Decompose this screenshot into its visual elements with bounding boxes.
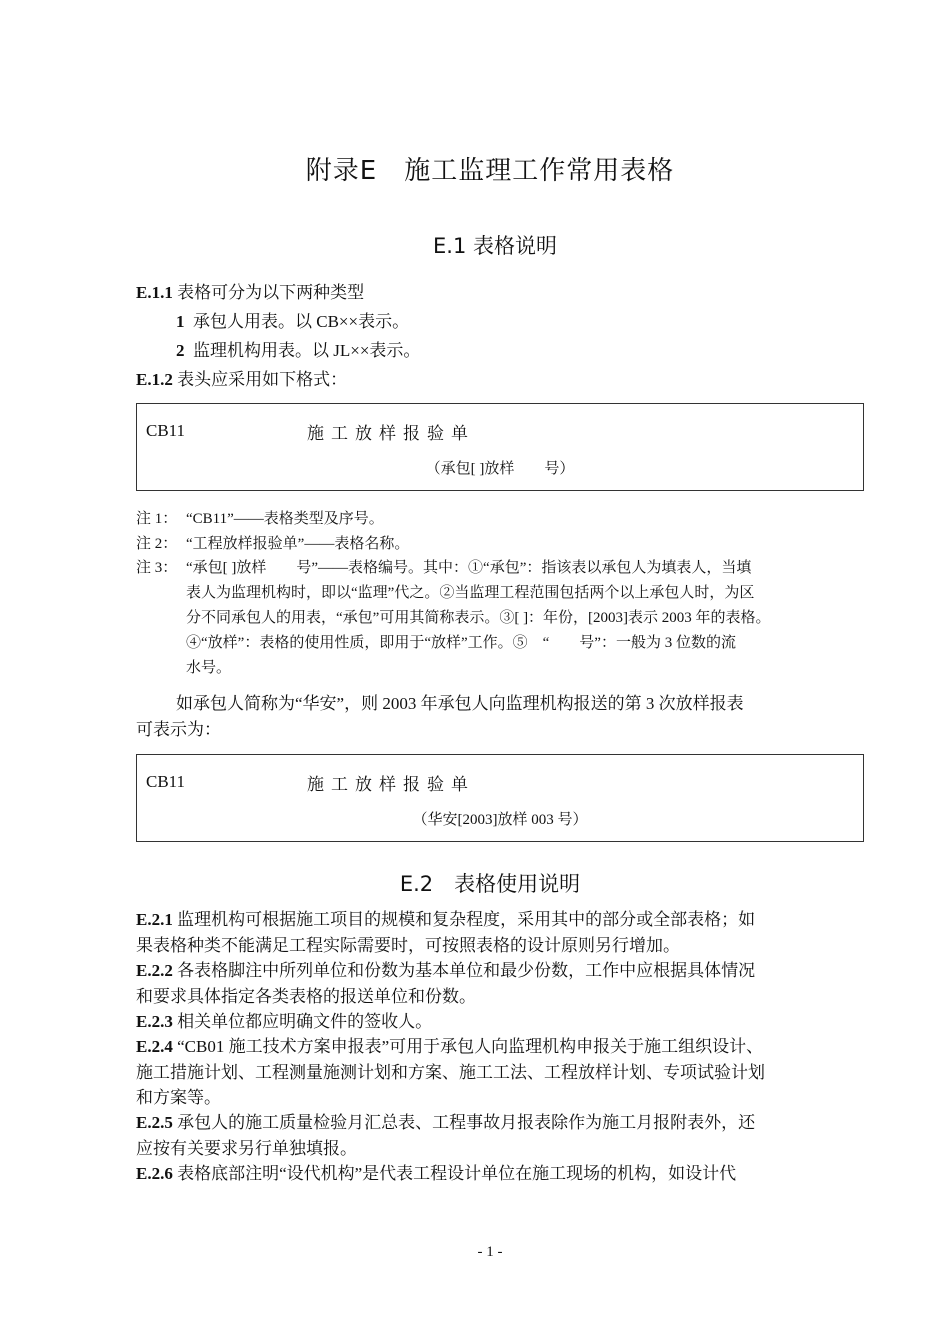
page-number: - 1 - xyxy=(477,1244,503,1260)
section-heading-e2: E.2 表格使用说明 xyxy=(399,872,581,896)
example-paragraph: 可表示为： xyxy=(136,720,221,739)
clause-number: E.2.2 xyxy=(136,961,173,980)
clause-number: E.2.5 xyxy=(136,1113,173,1132)
clause-text: 果表格种类不能满足工程实际需要时，可按照表格的设计原则另行增加。 xyxy=(136,936,680,955)
clause-e112 xyxy=(136,367,347,393)
clause-e224 xyxy=(136,1034,763,1060)
clause-text: 相关单位都应明确文件的签收人。 xyxy=(177,1012,433,1031)
list-item-2 xyxy=(176,338,420,364)
clause-text: 承包人的施工质量检验月汇总表、工程事故月报表除作为施工月报附表外，还 xyxy=(177,1113,756,1132)
clause-text: 应按有关要求另行单独填报。 xyxy=(136,1139,357,1158)
clause-text: “CB01 施工技术方案申报表”可用于承包人向监理机构申报关于施工组织设计、 xyxy=(177,1037,764,1056)
note-text: “CB11”——表格类型及序号。 xyxy=(186,511,384,527)
note-label: 注 2： xyxy=(136,536,178,552)
form-name: 施工放样报验单 xyxy=(307,775,475,795)
clause-number: E.2.3 xyxy=(136,1012,173,1031)
form-code: CB11 xyxy=(146,772,186,791)
clause-text: 表头应采用如下格式： xyxy=(177,370,348,389)
clause-e221 xyxy=(136,907,755,933)
form-number: （华安[2003]放样 003 号） xyxy=(412,812,588,828)
note-text: 水号。 xyxy=(186,660,232,676)
clause-number: E.2.1 xyxy=(136,910,173,929)
note-text: 表人为监理机构时，即以“监理”代之。②当监理工程范围包括两个以上承包人时，为区 xyxy=(186,585,755,601)
clause-text: 施工措施计划、工程测量施测计划和方案、施工工法、工程放样计划、专项试验计划 xyxy=(136,1063,765,1082)
clause-e226 xyxy=(136,1161,736,1187)
item-number: 2 xyxy=(176,341,185,360)
page-title: 附录E 施工监理工作常用表格 xyxy=(305,156,675,186)
item-text: 承包人用表。以 CB××表示。 xyxy=(193,312,410,331)
clause-e222 xyxy=(136,958,755,984)
note-text: 分不同承包人的用表，“承包”可用其简称表示。③[ ]：年份，[2003]表示 2003 年的表格。 xyxy=(186,610,771,626)
clause-text: 和方案等。 xyxy=(136,1088,221,1107)
clause-number: E.1.2 xyxy=(136,370,173,389)
clause-number: E.2.4 xyxy=(136,1037,173,1056)
note-label: 注 3： xyxy=(136,560,178,576)
clause-text: 监理机构可根据施工项目的规模和复杂程度，采用其中的部分或全部表格；如 xyxy=(177,910,756,929)
section-heading-e1: E.1 表格说明 xyxy=(433,234,557,258)
clause-text: 和要求具体指定各类表格的报送单位和份数。 xyxy=(136,987,476,1006)
form-name: 施工放样报验单 xyxy=(307,424,475,444)
form-code: CB11 xyxy=(146,421,186,440)
clause-number: E.1.1 xyxy=(136,283,173,302)
clause-e223 xyxy=(136,1009,432,1035)
note-text: ④“放样”：表格的使用性质，即用于“放样”工作。⑤ “ 号”：一般为 3 位数的流 xyxy=(186,635,736,651)
example-header-box xyxy=(136,754,864,842)
note-text: “工程放样报验单”——表格名称。 xyxy=(186,536,410,552)
example-paragraph: 如承包人简称为“华安”，则 2003 年承包人向监理机构报送的第 3 次放样报表 xyxy=(176,694,744,713)
clause-text: 表格可分为以下两种类型 xyxy=(177,283,365,302)
clause-e111 xyxy=(136,280,364,306)
form-number: （承包[ ]放样 号） xyxy=(425,461,575,477)
header-format-box xyxy=(136,403,864,491)
clause-e225 xyxy=(136,1110,755,1136)
note-label: 注 1： xyxy=(136,511,178,527)
clause-text: 表格底部注明“设代机构”是代表工程设计单位在施工现场的机构，如设计代 xyxy=(177,1164,737,1183)
clause-number: E.2.6 xyxy=(136,1164,173,1183)
list-item-1 xyxy=(176,309,409,335)
item-number: 1 xyxy=(176,312,185,331)
note-text: “承包[ ]放样 号”——表格编号。其中：①“承包”：指该表以承包人为填表人，当填 xyxy=(186,560,752,576)
clause-text: 各表格脚注中所列单位和份数为基本单位和最少份数，工作中应根据具体情况 xyxy=(177,961,756,980)
item-text: 监理机构用表。以 JL××表示。 xyxy=(193,341,421,360)
